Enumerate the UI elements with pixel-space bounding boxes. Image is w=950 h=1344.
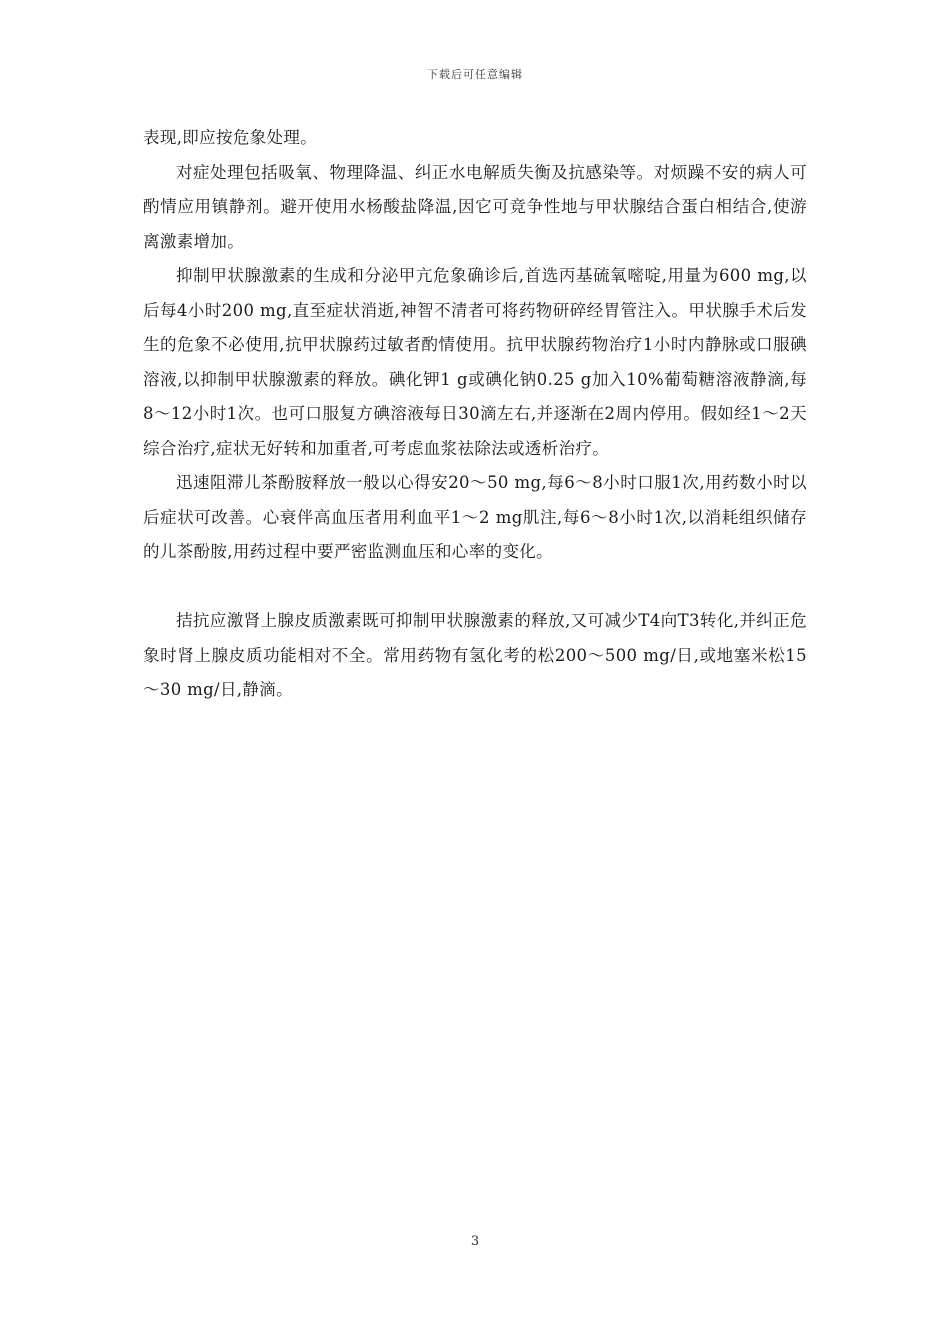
blank-line: [143, 570, 807, 605]
paragraph-thyroid-inhibition: 抑制甲状腺激素的生成和分泌甲亢危象确诊后,首选丙基硫氧嘧啶,用量为600 mg,以后每4小时200 mg,直至症状消逝,神智不清者可将药物研碎经胃管注入。甲状腺手术后发生的危象不必使用,抗甲状腺药过敏者酌情使用。抗甲状腺药物治疗1小时内静脉或口服碘溶液,以抑制甲状腺激素的释放。碘化钾1 g或碘化钠0.25 g加入10%葡萄糖溶液静滴,每8～12小时1次。也可口服复方碘溶液每日30滴左右,并逐渐在2周内停用。假如经1～2天综合治疗,症状无好转和加重者,可考虑血浆祛除法或透析治疗。: [143, 266, 807, 458]
page-number: 3: [470, 1234, 480, 1249]
paragraph-catecholamine-blocking: 迅速阻滞儿茶酚胺释放一般以心得安20～50 mg,每6～8小时口服1次,用药数小时以后症状可改善。心衰伴高血压者用利血平1～2 mg肌注,每6～8小时1次,以消耗组织储存的儿茶酚胺,用药过程中要严密监测血压和心率的变化。: [143, 473, 807, 561]
page-header: 下载后可任意编辑: [427, 68, 523, 81]
document-body: [143, 121, 807, 708]
paragraph-symptomatic-treatment: 对症处理包括吸氧、物理降温、纠正水电解质失衡及抗感染等。对烦躁不安的病人可酌情应用镇静剂。避开使用水杨酸盐降温,因它可竞争性地与甲状腺结合蛋白相结合,使游离激素增加。: [143, 162, 807, 251]
paragraph-continuation: 表现,即应按危象处理。: [143, 128, 318, 147]
paragraph-corticosteroid: 拮抗应激肾上腺皮质激素既可抑制甲状腺激素的释放,又可减少T4向T3转化,并纠正危象时肾上腺皮质功能相对不全。常用药物有氢化考的松200～500 mg/日,或地塞米松15～30 mg/日,静滴。: [143, 611, 807, 699]
